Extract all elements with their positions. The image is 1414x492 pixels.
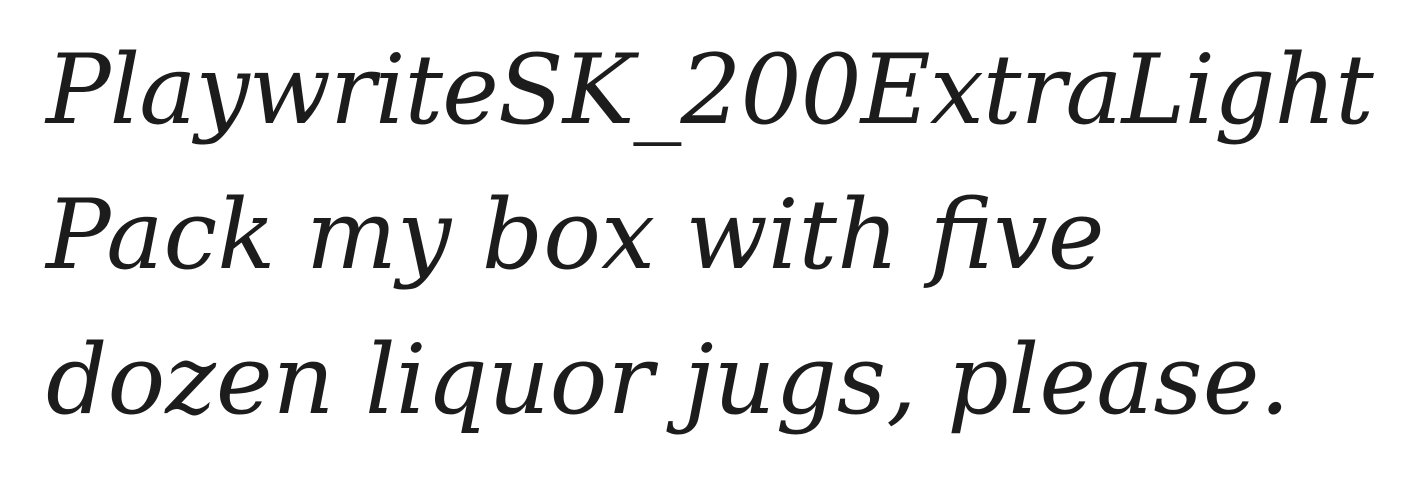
font-specimen — [46, 18, 1396, 453]
font-name-heading: PlaywriteSK_200ExtraLight — [46, 34, 1373, 146]
sample-text-line-1: Pack my box with five — [46, 179, 1105, 291]
sample-text-line-2: dozen liquor jugs, please. — [46, 324, 1291, 436]
